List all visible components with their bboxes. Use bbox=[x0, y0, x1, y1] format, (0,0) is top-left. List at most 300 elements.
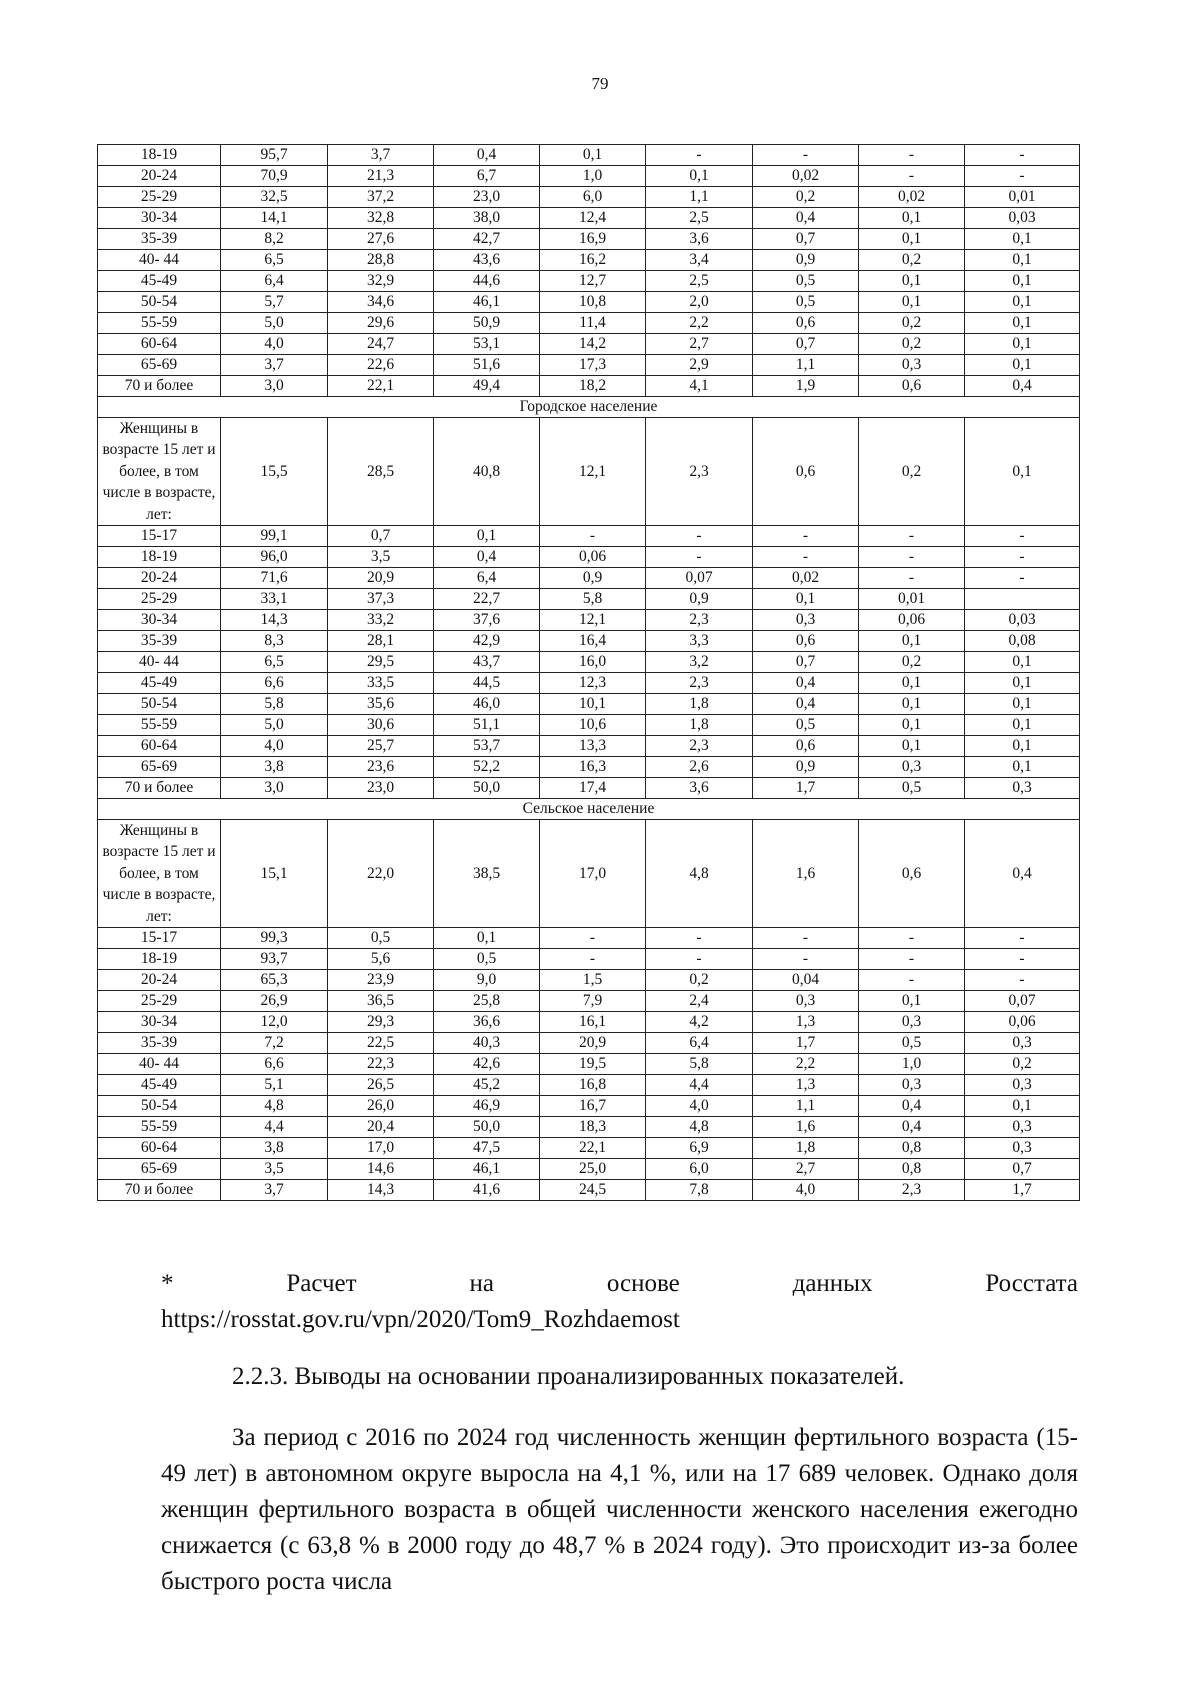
value-cell: 11,4 bbox=[540, 313, 646, 334]
value-cell: 24,5 bbox=[540, 1180, 646, 1201]
age-group-cell: 65-69 bbox=[98, 1159, 221, 1180]
value-cell: 35,6 bbox=[328, 694, 434, 715]
value-cell: 0,1 bbox=[965, 229, 1080, 250]
value-cell: 20,9 bbox=[540, 1033, 646, 1054]
table-row bbox=[98, 970, 1080, 991]
table-row bbox=[98, 928, 1080, 949]
table-row bbox=[98, 631, 1080, 652]
value-cell: 0,1 bbox=[540, 145, 646, 166]
age-group-cell: 70 и более bbox=[98, 376, 221, 397]
age-group-cell: 18-19 bbox=[98, 547, 221, 568]
age-group-cell: 60-64 bbox=[98, 1138, 221, 1159]
value-cell: 0,8 bbox=[859, 1159, 965, 1180]
age-group-cell: 55-59 bbox=[98, 715, 221, 736]
value-cell: 6,6 bbox=[221, 1054, 328, 1075]
value-cell: 1,7 bbox=[753, 1033, 859, 1054]
value-cell: 32,5 bbox=[221, 187, 328, 208]
value-cell: 46,0 bbox=[434, 694, 540, 715]
value-cell: - bbox=[646, 928, 753, 949]
value-cell: 0,3 bbox=[859, 355, 965, 376]
value-cell: 6,0 bbox=[540, 187, 646, 208]
value-cell: 0,08 bbox=[965, 631, 1080, 652]
table-row bbox=[98, 757, 1080, 778]
value-cell: 3,7 bbox=[221, 355, 328, 376]
value-cell: 0,7 bbox=[753, 229, 859, 250]
value-cell: 20,4 bbox=[328, 1117, 434, 1138]
value-cell: 14,3 bbox=[221, 610, 328, 631]
age-group-cell: 20-24 bbox=[98, 568, 221, 589]
value-cell: - bbox=[965, 526, 1080, 547]
value-cell: 0,1 bbox=[965, 736, 1080, 757]
total-value-cell: 1,6 bbox=[753, 820, 859, 928]
footnote-word: данных bbox=[792, 1270, 873, 1297]
table-row bbox=[98, 334, 1080, 355]
total-value-cell: 0,6 bbox=[753, 418, 859, 526]
value-cell: 0,1 bbox=[859, 208, 965, 229]
value-cell: 0,1 bbox=[859, 673, 965, 694]
value-cell: 0,8 bbox=[859, 1138, 965, 1159]
value-cell: 0,02 bbox=[753, 568, 859, 589]
value-cell: 4,0 bbox=[646, 1096, 753, 1117]
value-cell: 32,8 bbox=[328, 208, 434, 229]
value-cell: - bbox=[859, 568, 965, 589]
value-cell: 14,6 bbox=[328, 1159, 434, 1180]
value-cell: 2,2 bbox=[646, 313, 753, 334]
total-value-cell: 40,8 bbox=[434, 418, 540, 526]
value-cell: 0,5 bbox=[859, 1033, 965, 1054]
footnote-word: Росстата bbox=[985, 1270, 1078, 1297]
value-cell: 8,2 bbox=[221, 229, 328, 250]
value-cell: 70,9 bbox=[221, 166, 328, 187]
value-cell: 3,7 bbox=[328, 145, 434, 166]
value-cell: 5,8 bbox=[221, 694, 328, 715]
value-cell: 1,6 bbox=[753, 1117, 859, 1138]
value-cell: 43,7 bbox=[434, 652, 540, 673]
value-cell: 93,7 bbox=[221, 949, 328, 970]
value-cell: - bbox=[859, 949, 965, 970]
value-cell: 28,8 bbox=[328, 250, 434, 271]
age-group-cell: 20-24 bbox=[98, 970, 221, 991]
value-cell: 1,3 bbox=[753, 1012, 859, 1033]
age-group-cell: 50-54 bbox=[98, 1096, 221, 1117]
value-cell: 24,7 bbox=[328, 334, 434, 355]
value-cell: 0,04 bbox=[753, 970, 859, 991]
value-cell: 4,1 bbox=[646, 376, 753, 397]
value-cell: 20,9 bbox=[328, 568, 434, 589]
table-row bbox=[98, 694, 1080, 715]
value-cell: 14,2 bbox=[540, 334, 646, 355]
value-cell: 23,0 bbox=[434, 187, 540, 208]
value-cell: 32,9 bbox=[328, 271, 434, 292]
value-cell: 12,4 bbox=[540, 208, 646, 229]
value-cell: 16,1 bbox=[540, 1012, 646, 1033]
table-row bbox=[98, 673, 1080, 694]
value-cell: 0,1 bbox=[646, 166, 753, 187]
age-group-cell: 30-34 bbox=[98, 610, 221, 631]
value-cell: 0,7 bbox=[753, 334, 859, 355]
age-group-cell: 35-39 bbox=[98, 229, 221, 250]
value-cell: 5,7 bbox=[221, 292, 328, 313]
value-cell: 0,9 bbox=[753, 250, 859, 271]
value-cell: 0,1 bbox=[965, 715, 1080, 736]
value-cell: 3,0 bbox=[221, 778, 328, 799]
value-cell: 0,1 bbox=[965, 355, 1080, 376]
value-cell: 1,8 bbox=[646, 694, 753, 715]
value-cell: 3,5 bbox=[328, 547, 434, 568]
value-cell: 0,3 bbox=[965, 778, 1080, 799]
value-cell: 14,1 bbox=[221, 208, 328, 229]
value-cell: - bbox=[753, 949, 859, 970]
value-cell: 22,1 bbox=[540, 1138, 646, 1159]
total-value-cell: 38,5 bbox=[434, 820, 540, 928]
body-paragraph: За период с 2016 по 2024 год численность женщин фертильного возраста (15-49 лет) в автономном округе выросла на 4,1 %, или на 17 689 человек. Однако доля женщин фертильного возраста в общей численности женского населения ежегодно снижается (с 63,8 % в 2000 году до 48,7 % в 2024 году). Это происходит из-за более быстрого роста числа bbox=[161, 1424, 1078, 1595]
value-cell: 28,1 bbox=[328, 631, 434, 652]
value-cell: 7,2 bbox=[221, 1033, 328, 1054]
value-cell: 2,3 bbox=[646, 736, 753, 757]
value-cell: 46,1 bbox=[434, 1159, 540, 1180]
value-cell: 3,2 bbox=[646, 652, 753, 673]
section-title: Сельское население bbox=[98, 799, 1080, 820]
total-value-cell: 4,8 bbox=[646, 820, 753, 928]
value-cell: - bbox=[646, 526, 753, 547]
section-title-row bbox=[98, 799, 1080, 820]
value-cell: 95,7 bbox=[221, 145, 328, 166]
value-cell: 3,8 bbox=[221, 757, 328, 778]
value-cell: 0,07 bbox=[965, 991, 1080, 1012]
total-value-cell: 2,3 bbox=[646, 418, 753, 526]
value-cell: 12,1 bbox=[540, 610, 646, 631]
value-cell: 34,6 bbox=[328, 292, 434, 313]
value-cell: 42,9 bbox=[434, 631, 540, 652]
value-cell: 22,6 bbox=[328, 355, 434, 376]
value-cell: 23,0 bbox=[328, 778, 434, 799]
value-cell: 0,2 bbox=[646, 970, 753, 991]
value-cell: 0,5 bbox=[753, 271, 859, 292]
value-cell: 0,1 bbox=[859, 736, 965, 757]
value-cell: - bbox=[859, 166, 965, 187]
value-cell: 23,9 bbox=[328, 970, 434, 991]
total-row bbox=[98, 418, 1080, 526]
value-cell: 12,7 bbox=[540, 271, 646, 292]
table-row bbox=[98, 271, 1080, 292]
value-cell: 17,0 bbox=[328, 1138, 434, 1159]
value-cell: 16,4 bbox=[540, 631, 646, 652]
value-cell: 23,6 bbox=[328, 757, 434, 778]
footnote-url[interactable]: https://rosstat.gov.ru/vpn/2020/Tom9_Rozhdaemost bbox=[161, 1306, 680, 1333]
age-group-cell: 30-34 bbox=[98, 208, 221, 229]
table-row bbox=[98, 589, 1080, 610]
value-cell: 0,7 bbox=[965, 1159, 1080, 1180]
value-cell: 4,4 bbox=[646, 1075, 753, 1096]
value-cell: 0,01 bbox=[965, 187, 1080, 208]
value-cell: - bbox=[646, 145, 753, 166]
value-cell: 16,2 bbox=[540, 250, 646, 271]
table-row bbox=[98, 1012, 1080, 1033]
value-cell: 2,3 bbox=[646, 673, 753, 694]
value-cell: 6,4 bbox=[434, 568, 540, 589]
value-cell: 12,3 bbox=[540, 673, 646, 694]
value-cell: 36,6 bbox=[434, 1012, 540, 1033]
value-cell: - bbox=[646, 547, 753, 568]
value-cell: 1,9 bbox=[753, 376, 859, 397]
table-row bbox=[98, 526, 1080, 547]
value-cell: 0,4 bbox=[859, 1096, 965, 1117]
age-group-cell: 40- 44 bbox=[98, 250, 221, 271]
value-cell: 40,3 bbox=[434, 1033, 540, 1054]
value-cell: 1,5 bbox=[540, 970, 646, 991]
value-cell: 96,0 bbox=[221, 547, 328, 568]
value-cell: 0,2 bbox=[859, 250, 965, 271]
table-row bbox=[98, 208, 1080, 229]
total-value-cell: 15,1 bbox=[221, 820, 328, 928]
value-cell: 0,03 bbox=[965, 610, 1080, 631]
age-group-cell: 15-17 bbox=[98, 526, 221, 547]
value-cell: 3,3 bbox=[646, 631, 753, 652]
value-cell: 16,9 bbox=[540, 229, 646, 250]
value-cell: 10,8 bbox=[540, 292, 646, 313]
value-cell: 3,5 bbox=[221, 1159, 328, 1180]
value-cell: 27,6 bbox=[328, 229, 434, 250]
value-cell: - bbox=[859, 928, 965, 949]
value-cell: 0,9 bbox=[753, 757, 859, 778]
value-cell: 0,5 bbox=[434, 949, 540, 970]
age-group-cell: 45-49 bbox=[98, 673, 221, 694]
value-cell: 0,4 bbox=[859, 1117, 965, 1138]
value-cell: 0,3 bbox=[965, 1138, 1080, 1159]
table-row bbox=[98, 1117, 1080, 1138]
value-cell: 5,0 bbox=[221, 313, 328, 334]
value-cell: 12,0 bbox=[221, 1012, 328, 1033]
value-cell: 2,5 bbox=[646, 208, 753, 229]
table-row bbox=[98, 736, 1080, 757]
value-cell: 99,3 bbox=[221, 928, 328, 949]
value-cell: - bbox=[965, 166, 1080, 187]
footnote bbox=[161, 1266, 1078, 1338]
age-group-cell: 70 и более bbox=[98, 778, 221, 799]
total-value-cell: 28,5 bbox=[328, 418, 434, 526]
value-cell: 26,9 bbox=[221, 991, 328, 1012]
value-cell: 25,0 bbox=[540, 1159, 646, 1180]
value-cell: - bbox=[965, 949, 1080, 970]
value-cell: 44,6 bbox=[434, 271, 540, 292]
value-cell: 4,4 bbox=[221, 1117, 328, 1138]
value-cell: 0,9 bbox=[540, 568, 646, 589]
section-heading: 2.2.3. Выводы на основании проанализированных показателей. bbox=[232, 1363, 905, 1390]
value-cell: - bbox=[965, 970, 1080, 991]
age-group-cell: 25-29 bbox=[98, 187, 221, 208]
value-cell: 0,1 bbox=[965, 334, 1080, 355]
value-cell: 14,3 bbox=[328, 1180, 434, 1201]
value-cell: 4,8 bbox=[221, 1096, 328, 1117]
value-cell: 0,02 bbox=[859, 187, 965, 208]
value-cell: 0,01 bbox=[859, 589, 965, 610]
value-cell: 6,5 bbox=[221, 652, 328, 673]
value-cell: 53,7 bbox=[434, 736, 540, 757]
value-cell: 0,1 bbox=[965, 250, 1080, 271]
value-cell: 0,1 bbox=[859, 715, 965, 736]
page-number: 79 bbox=[591, 74, 609, 93]
value-cell: 0,06 bbox=[965, 1012, 1080, 1033]
value-cell: 22,1 bbox=[328, 376, 434, 397]
table-row bbox=[98, 949, 1080, 970]
value-cell: 0,5 bbox=[753, 715, 859, 736]
value-cell: 0,6 bbox=[753, 736, 859, 757]
table-row bbox=[98, 715, 1080, 736]
value-cell: 1,0 bbox=[859, 1054, 965, 1075]
value-cell: 0,5 bbox=[753, 292, 859, 313]
value-cell: 2,4 bbox=[646, 991, 753, 1012]
value-cell: 47,5 bbox=[434, 1138, 540, 1159]
value-cell: 25,7 bbox=[328, 736, 434, 757]
value-cell: - bbox=[753, 547, 859, 568]
value-cell: 41,6 bbox=[434, 1180, 540, 1201]
value-cell: 0,4 bbox=[965, 376, 1080, 397]
value-cell: 2,9 bbox=[646, 355, 753, 376]
value-cell: 36,5 bbox=[328, 991, 434, 1012]
value-cell: 0,3 bbox=[753, 991, 859, 1012]
value-cell: 29,6 bbox=[328, 313, 434, 334]
value-cell: 2,5 bbox=[646, 271, 753, 292]
value-cell: 6,4 bbox=[221, 271, 328, 292]
value-cell: - bbox=[965, 547, 1080, 568]
value-cell: 0,3 bbox=[965, 1117, 1080, 1138]
value-cell: 0,2 bbox=[859, 334, 965, 355]
age-group-cell: 18-19 bbox=[98, 145, 221, 166]
value-cell: 18,3 bbox=[540, 1117, 646, 1138]
age-group-cell: 60-64 bbox=[98, 334, 221, 355]
value-cell: 50,0 bbox=[434, 778, 540, 799]
age-group-cell: 25-29 bbox=[98, 589, 221, 610]
value-cell: 10,1 bbox=[540, 694, 646, 715]
total-row bbox=[98, 820, 1080, 928]
value-cell: 5,8 bbox=[646, 1054, 753, 1075]
value-cell: 2,3 bbox=[859, 1180, 965, 1201]
value-cell: 49,4 bbox=[434, 376, 540, 397]
value-cell: 37,2 bbox=[328, 187, 434, 208]
footnote-source-line bbox=[161, 1266, 1078, 1302]
table-row bbox=[98, 652, 1080, 673]
value-cell: 26,5 bbox=[328, 1075, 434, 1096]
value-cell: 1,7 bbox=[965, 1180, 1080, 1201]
table-row bbox=[98, 292, 1080, 313]
value-cell: 0,1 bbox=[859, 991, 965, 1012]
age-group-cell: 40- 44 bbox=[98, 1054, 221, 1075]
value-cell: - bbox=[859, 145, 965, 166]
total-value-cell: 0,6 bbox=[859, 820, 965, 928]
value-cell: 43,6 bbox=[434, 250, 540, 271]
value-cell: 0,4 bbox=[753, 208, 859, 229]
value-cell: 5,6 bbox=[328, 949, 434, 970]
value-cell: 37,3 bbox=[328, 589, 434, 610]
age-group-cell: 55-59 bbox=[98, 1117, 221, 1138]
age-group-cell: 50-54 bbox=[98, 292, 221, 313]
value-cell: 7,9 bbox=[540, 991, 646, 1012]
total-value-cell: 15,5 bbox=[221, 418, 328, 526]
value-cell: 37,6 bbox=[434, 610, 540, 631]
value-cell: 30,6 bbox=[328, 715, 434, 736]
value-cell: 2,0 bbox=[646, 292, 753, 313]
value-cell: 18,2 bbox=[540, 376, 646, 397]
value-cell: 0,3 bbox=[965, 1033, 1080, 1054]
total-value-cell: 12,1 bbox=[540, 418, 646, 526]
value-cell: - bbox=[646, 949, 753, 970]
age-group-cell: 65-69 bbox=[98, 757, 221, 778]
total-value-cell: 17,0 bbox=[540, 820, 646, 928]
value-cell: 52,2 bbox=[434, 757, 540, 778]
value-cell: 0,1 bbox=[965, 271, 1080, 292]
value-cell: 99,1 bbox=[221, 526, 328, 547]
value-cell: 0,3 bbox=[859, 1075, 965, 1096]
value-cell: 9,0 bbox=[434, 970, 540, 991]
value-cell: 4,0 bbox=[753, 1180, 859, 1201]
table-row bbox=[98, 166, 1080, 187]
value-cell: 33,1 bbox=[221, 589, 328, 610]
value-cell: 0,1 bbox=[965, 1096, 1080, 1117]
value-cell: 0,1 bbox=[965, 292, 1080, 313]
table-row bbox=[98, 229, 1080, 250]
value-cell: 1,7 bbox=[753, 778, 859, 799]
value-cell: 51,1 bbox=[434, 715, 540, 736]
value-cell: 0,1 bbox=[859, 694, 965, 715]
total-label-cell: Женщины в возрасте 15 лет и более, в том числе в возрасте, лет: bbox=[98, 418, 221, 526]
value-cell: 0,03 bbox=[965, 208, 1080, 229]
value-cell: 0,06 bbox=[859, 610, 965, 631]
value-cell: 0,1 bbox=[965, 313, 1080, 334]
footnote-word: на bbox=[469, 1270, 494, 1297]
value-cell: 0,1 bbox=[753, 589, 859, 610]
value-cell: 16,7 bbox=[540, 1096, 646, 1117]
value-cell: 16,3 bbox=[540, 757, 646, 778]
value-cell: 0,1 bbox=[859, 271, 965, 292]
table-row bbox=[98, 610, 1080, 631]
value-cell: 0,4 bbox=[434, 547, 540, 568]
value-cell: 6,6 bbox=[221, 673, 328, 694]
value-cell: 0,3 bbox=[753, 610, 859, 631]
value-cell: 33,5 bbox=[328, 673, 434, 694]
value-cell: 3,7 bbox=[221, 1180, 328, 1201]
value-cell: 17,3 bbox=[540, 355, 646, 376]
value-cell: 0,7 bbox=[753, 652, 859, 673]
value-cell: 4,0 bbox=[221, 736, 328, 757]
table-row bbox=[98, 1054, 1080, 1075]
value-cell: 2,6 bbox=[646, 757, 753, 778]
value-cell: 42,6 bbox=[434, 1054, 540, 1075]
value-cell: - bbox=[965, 145, 1080, 166]
value-cell: 29,5 bbox=[328, 652, 434, 673]
value-cell: 0,1 bbox=[859, 292, 965, 313]
value-cell: 2,3 bbox=[646, 610, 753, 631]
age-group-cell: 25-29 bbox=[98, 991, 221, 1012]
value-cell: 4,0 bbox=[221, 334, 328, 355]
value-cell: - bbox=[965, 568, 1080, 589]
section-title: Городское население bbox=[98, 397, 1080, 418]
value-cell: 1,8 bbox=[753, 1138, 859, 1159]
table-row bbox=[98, 187, 1080, 208]
total-label-cell: Женщины в возрасте 15 лет и более, в том числе в возрасте, лет: bbox=[98, 820, 221, 928]
table-row bbox=[98, 313, 1080, 334]
section-title-row bbox=[98, 397, 1080, 418]
value-cell: 0,1 bbox=[965, 652, 1080, 673]
value-cell: 3,8 bbox=[221, 1138, 328, 1159]
value-cell: - bbox=[540, 949, 646, 970]
value-cell: - bbox=[753, 526, 859, 547]
age-group-cell: 35-39 bbox=[98, 1033, 221, 1054]
total-value-cell: 22,0 bbox=[328, 820, 434, 928]
total-value-cell: 0,1 bbox=[965, 418, 1080, 526]
value-cell: 0,4 bbox=[434, 145, 540, 166]
value-cell: 29,3 bbox=[328, 1012, 434, 1033]
value-cell: 46,1 bbox=[434, 292, 540, 313]
